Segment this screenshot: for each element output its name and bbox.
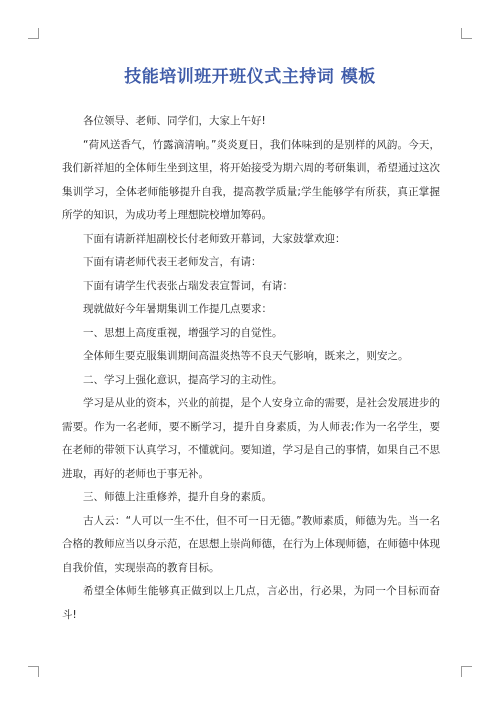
greeting-paragraph: 各位领导、老师、同学们，大家上午好! xyxy=(83,115,266,127)
crop-mark-bottom-right xyxy=(461,666,472,677)
requirement-2-text: 学习是从业的资本，兴业的前提，是个人安身立命的需要，是社会发展进步的需要。作为一名老师，要不断学习，提升自身素质，为人师表;作为一名学生，要在老师的带领下认真学习，不懂就问。要知道，学习是自己的事情，如果自己不思进取，再好的老师也于事无补。 xyxy=(62,397,440,480)
speaker-invite-paragraph: 下面有请新祥旭副校长付老师致开幕词，大家鼓掌欢迎： xyxy=(83,232,346,245)
document-body xyxy=(62,110,440,627)
crop-mark-top-right xyxy=(461,28,472,39)
document-title: 技能培训班开班仪式主持词 模板 xyxy=(124,67,376,87)
requirement-2-heading: 二、学习上强化意识，提高学习的主动性。 xyxy=(83,373,283,386)
closing-paragraph: 希望全体师生能够真正做到以上几点，言必出，行必果，为同一个目标而奋斗! xyxy=(62,585,440,621)
requirement-1-heading: 一、思想上高度重视，增强学习的自觉性。 xyxy=(83,326,283,339)
crop-mark-bottom-left xyxy=(28,666,39,677)
requirements-intro-paragraph: 现就做好今年暑期集训工作提几点要求： xyxy=(83,303,272,315)
requirement-1-text: 全体师生要克服集训期间高温炎热等不良天气影响，既来之，则安之。 xyxy=(83,350,409,362)
student-representative-paragraph: 下面有请学生代表张占瑞发表宣誓词，有请： xyxy=(83,279,293,292)
intro-paragraph: “荷风送香气，竹露滴清响。”炎炎夏日，我们体味到的是别样的风韵。今天，我们新祥旭的全体师生坐到这里，将开始接受为期六周的考研集训，希望通过这次集训学习，全体老师能够提升自我，提高教学质量;学生能够学有所获，真正掌握所学的知识，为成功考上理想院校增加筹码。 xyxy=(62,138,440,221)
requirement-3-heading: 三、师德上注重修养，提升自身的素质。 xyxy=(83,491,272,503)
crop-mark-top-left xyxy=(28,28,39,39)
requirement-3-text: 古人云：“人可以一生不仕，但不可一日无德。”教师素质，师德为先。当一名合格的教师应当以身示范，在思想上崇尚师德，在行为上体现师德，在师德中体现自我价值，实现崇高的教育目标。 xyxy=(62,514,440,574)
teacher-representative-paragraph: 下面有请老师代表王老师发言，有请： xyxy=(83,256,262,268)
